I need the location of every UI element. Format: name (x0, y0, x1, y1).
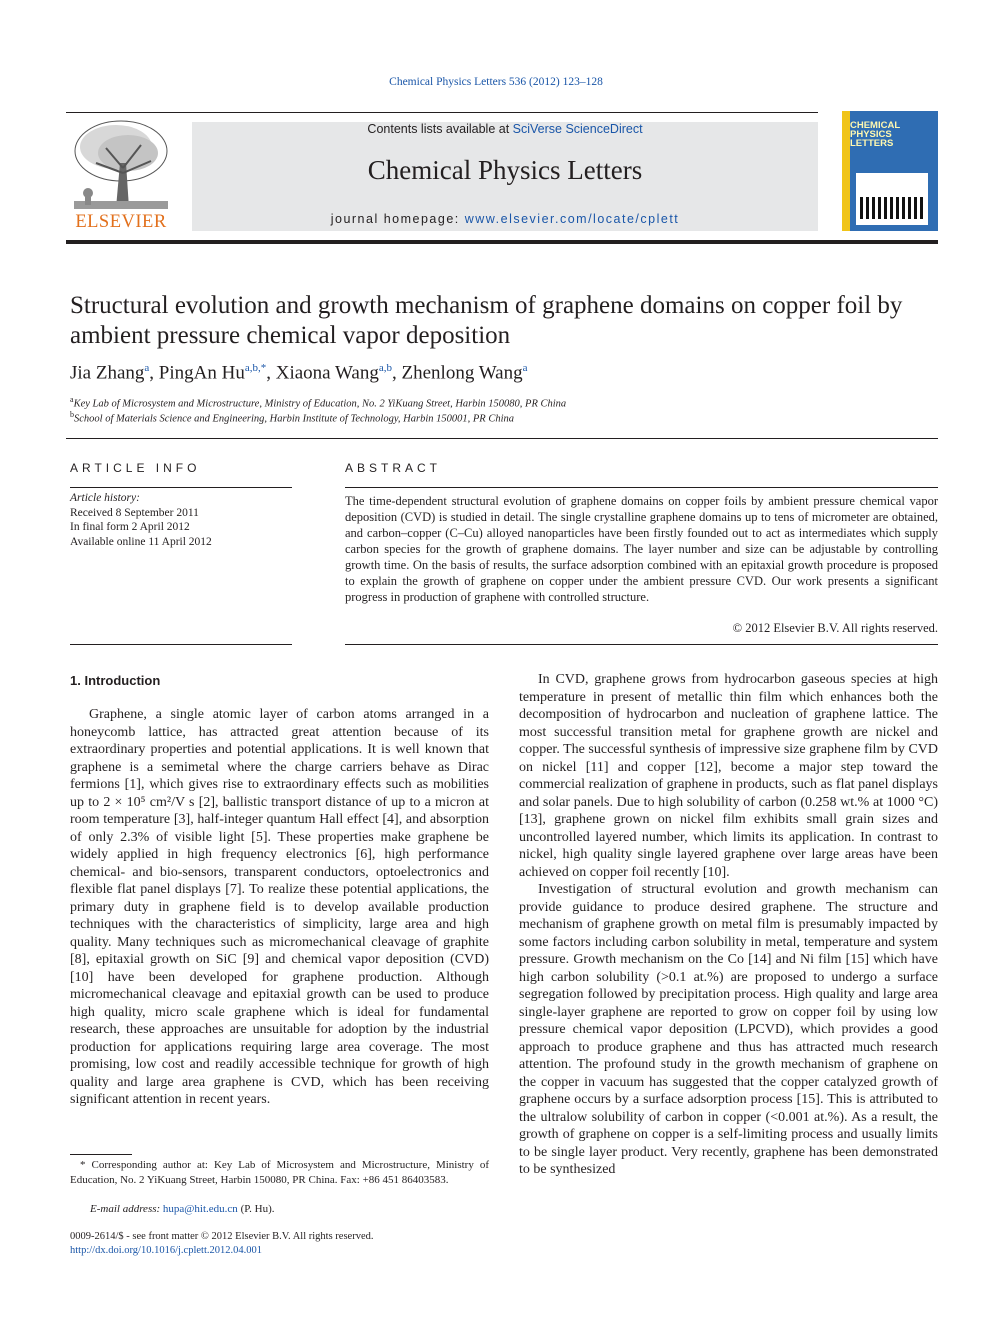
abstract-text: The time-dependent structural evolution of graphene domains on copper foils by ambient pressure chemical vapor deposition (CVD) is studied in detail. The single crystalline graphene domains up to tens of micrometer are obtained, and carbon–copper (C–Cu) alloyed nanoparticles have been firstly founded out to act as intermediates which supply carbon species for the growth of graphene domains. The layer number and size can be adjustable by controlling growth time. On the basis of results, the surface adsorption combined with an epitaxial growth procedure is proposed to explain the growth of graphene on copper under the ambient pressure CVD. Our work presents a significant progress in production of graphene with controlled structure. (345, 494, 938, 604)
issn-block (70, 1230, 373, 1258)
online-date: Available online 11 April 2012 (70, 535, 212, 548)
homepage-prefix: journal homepage: (330, 212, 465, 226)
journal-homepage (192, 212, 818, 226)
abstract-copyright: © 2012 Elsevier B.V. All rights reserved. (732, 621, 938, 635)
header-top-rule (66, 112, 818, 113)
author-name[interactable]: Xiaona Wang (275, 362, 379, 384)
contents-line (192, 122, 818, 136)
section-heading-introduction: 1. Introduction (70, 673, 161, 688)
abstract-label: ABSTRACT (345, 461, 442, 475)
affiliation-divider (66, 438, 938, 439)
article-title: Structural evolution and growth mechanism of graphene domains on copper foil by ambient pressure chemical vapor deposition (70, 292, 903, 349)
author-sup[interactable]: a (144, 362, 150, 374)
article-info-label: ARTICLE INFO (70, 461, 201, 475)
author-name[interactable]: Zhenlong Wang (401, 362, 523, 384)
journal-citation[interactable]: Chemical Physics Letters 536 (2012) 123–128 (389, 76, 603, 88)
homepage-link[interactable]: www.elsevier.com/locate/cplett (464, 212, 680, 226)
abstract-bottom-rule (345, 644, 938, 645)
cover-stripe (842, 111, 850, 231)
cover-title: CHEMICAL PHYSICS LETTERS (850, 120, 900, 149)
abstract-rule (345, 487, 938, 488)
journal-cover-icon[interactable] (842, 111, 938, 231)
affiliation-sup: b (70, 410, 74, 419)
author-name[interactable]: PingAn Hu (158, 362, 245, 384)
issn-line: 0009-2614/$ - see front matter © 2012 Elsevier B.V. All rights reserved. (70, 1231, 374, 1242)
info-bottom-rule (70, 644, 292, 645)
email-label: E-mail address: (90, 1203, 163, 1215)
corresponding-author-note: * Corresponding author at: Key Lab of Microsystem and Microstructure, Ministry of Education, No. 2 YiKuang Street, Harbin 150080, PR China. Fax: +86 451 86403583. (70, 1159, 489, 1186)
affiliation-text: School of Materials Science and Engineering, Harbin Institute of Technology, Harbin 150001, PR China (74, 413, 514, 425)
email-link[interactable]: hupa@hit.edu.cn (162, 1203, 238, 1215)
author-name[interactable]: Jia Zhang (70, 362, 145, 384)
affiliation-a (70, 395, 566, 410)
author-sup[interactable]: a,b (378, 362, 392, 374)
intro-paragraph-1: Graphene, a single atomic layer of carbon atoms arranged in a honeycomb lattice, has attracted great attention because of its extraordinary properties and potential applications. It is well known that graphene is a semimetal where the charge carriers behave as Dirac fermions [1], which gives rise to extraordinary effects such as mobilities up to 2 × 10⁵ cm²/V s [2], ballistic transport distance of up to a micron at room temperature [3], half-integer quantum Hall effect [4], and absorption of only 2.3% of visible light [5]. These properties make graphene be widely applied in high frequency electronics [6], high performance chemical- and bio-sensors, transparent conductors, optoelectronics and flexible flat panel displays [7]. To realize these potential applications, the primary duty in graphene field is to develop available production techniques with the characteristics of simplicity, large area and high quality. Many techniques such as micromechanical cleavage of graphite [8], epitaxial growth on SiC [9] and chemical vapor deposition (CVD) [10] have been developed for graphene production. Although micromechanical cleavage and epitaxial growth can be used to produce high quality, micro scale graphene which is ideal for fundamental research, these approaches are unsuitable for adoption by the industrial production for applications requiring large area coverage. The most promising, low cost and readily accessible technique for growth of high quality and large area graphene is CVD, which has been receiving significant attention in recent years. (70, 707, 489, 1107)
affiliation-b (70, 410, 514, 425)
body-column-left (70, 706, 489, 1109)
body-column-right (519, 671, 938, 1179)
elsevier-wordmark: ELSEVIER (75, 212, 167, 232)
footnote-rule (70, 1154, 132, 1155)
header-divider (66, 240, 938, 244)
info-rule (70, 487, 292, 488)
sciencedirect-link[interactable]: SciVerse ScienceDirect (512, 122, 643, 136)
history-label: Article history: (70, 492, 140, 504)
journal-name: Chemical Physics Letters (367, 155, 643, 185)
email-suffix: (P. Hu). (237, 1203, 275, 1215)
received-date: Received 8 September 2011 (70, 506, 199, 519)
doi-link[interactable]: http://dx.doi.org/10.1016/j.cplett.2012.04.001 (70, 1245, 263, 1256)
intro-paragraph-2: In CVD, graphene grows from hydrocarbon gaseous species at high temperature in present of metallic thin film which enhances both the decomposition of hydrocarbon and nucleation of graphene lattice. The most successful transition metal for graphene growth are nickel and copper. The successful synthesis of impressive size graphene film by CVD on nickel [11] and copper [12], become a major step toward the commercial realization of graphene in products, such as flat panel displays and solar panels. Due to high solubility of carbon (0.258 wt.% at 1000 °C) [13], graphene grown on nickel film exhibits small grain sizes and uncontrolled layered number, which limits its application. In contrast to nickel, high quality single layered graphene over large areas have been achieved on copper foil recently [10]. (519, 672, 938, 880)
email-note (70, 1202, 489, 1217)
author-sup[interactable]: a,b,* (244, 362, 267, 374)
journal-banner (192, 122, 818, 231)
final-form-date: In final form 2 April 2012 (70, 521, 190, 533)
elsevier-tree-icon (66, 113, 176, 213)
author-list: Jia Zhang$^a$, PingAn $Hu^{a,b,*}$, Xiaona Wang$^{a,b}$, Zhenlong Wang$^a$ (70, 362, 528, 384)
intro-paragraph-3: Investigation of structural evolution and growth mechanism can provide guidance to produce desired graphene. The structure and mechanism of graphene growth on metal film is presumably impacted by some factors including carbon solubility in metal, temperature and system pressure. Growth mechanism on the Co [14] and Ni film [15] which have high carbon solubility (>0.1 at.%) are proposed to undergo a surface segregation followed by precipitation process. High quality and large area single-layer graphene are reported to grow on copper foil by using low pressure chemical vapor deposition (LPCVD), which provides a good approach to produce graphene and thus has attracted much research attention. The profound study in the growth mechanism of graphene on the copper in vacuum has suggested that the copper catalyzed growth of graphene occurs by a surface adsorption process [15]. This is attributed to the ultralow solubility of carbon in copper (<0.001 at.%). As a result, the growth of graphene on copper is a self-limiting process and usually limits to be single layer product. Very recently, graphene has been demonstrated to be synthesized (519, 882, 938, 1177)
contents-prefix: Contents lists available at (367, 122, 513, 136)
affiliation-sup: a (70, 395, 74, 404)
cover-barcode (860, 197, 924, 219)
elsevier-logo[interactable] (66, 113, 176, 235)
affiliation-text: Key Lab of Microsystem and Microstructure, Ministry of Education, No. 2 YiKuang Street, Harbin 150080, PR China (73, 398, 567, 410)
article-history (70, 491, 292, 549)
author-sup[interactable]: a (522, 362, 528, 374)
